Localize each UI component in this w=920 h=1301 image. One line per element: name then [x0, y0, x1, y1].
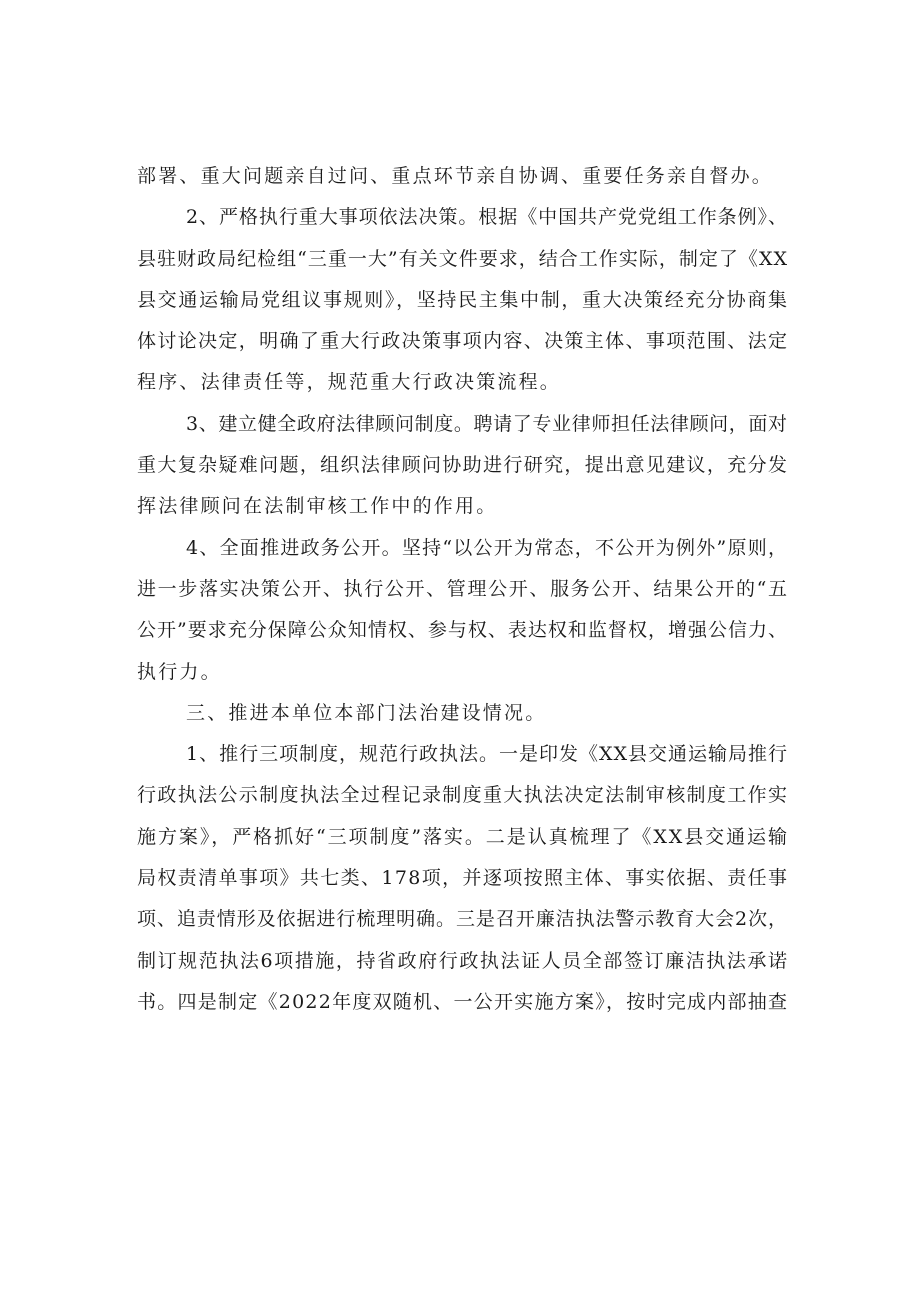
- text-line-16: 行政执法公示制度执法全过程记录制度重大执法决定法制审核制度工作实: [137, 784, 789, 807]
- text-line-3: 县驻财政局纪检组“三重一大”有关文件要求，结合工作实际，制定了《XX: [137, 247, 789, 270]
- text-line-15: 1、推行三项制度，规范行政执法。一是印发《XX县交通运输局推行: [186, 743, 788, 766]
- text-line-20: 制订规范执法6项措施，持省政府行政执法证人员全部签订廉洁执法承诺: [137, 949, 789, 972]
- text-line-6: 程序、法律责任等，规范重大行政决策流程。: [137, 371, 562, 394]
- text-line-13: 执行力。: [137, 660, 222, 683]
- text-line-21: 书。四是制定《2022年度双随机、一公开实施方案》，按时完成内部抽查: [137, 990, 789, 1013]
- document-body: [137, 156, 787, 1023]
- section-heading: 三、推进本单位本部门法治建设情况。: [186, 701, 547, 724]
- text-line-2: 2、严格执行重大事项依法决策。根据《中国共产党党组工作条例》、: [186, 206, 788, 229]
- text-line-4: 县交通运输局党组议事规则》，坚持民主集中制，重大决策经充分协商集: [137, 288, 789, 311]
- text-line-17: 施方案》，严格抓好“三项制度”落实。二是认真梳理了《XX县交通运输: [137, 825, 789, 848]
- text-line-5: 体讨论决定，明确了重大行政决策事项内容、决策主体、事项范围、法定: [137, 330, 789, 353]
- text-line-1: 部署、重大问题亲自过问、重点环节亲自协调、重要任务亲自督办。: [137, 165, 774, 187]
- text-line-19: 项、追责情形及依据进行梳理明确。三是召开廉洁执法警示教育大会2次，: [137, 908, 788, 931]
- text-line-18: 局权责清单事项》共七类、178项，并逐项按照主体、事实依据、责任事: [137, 867, 789, 890]
- text-line-12: 公开”要求充分保障公众知情权、参与权、表达权和监督权，增强公信力、: [137, 619, 789, 642]
- text-line-11: 进一步落实决策公开、执行公开、管理公开、服务公开、结果公开的“五: [137, 577, 789, 600]
- text-line-10: 4、全面推进政务公开。坚持“以公开为常态，不公开为例外”原则，: [186, 536, 789, 559]
- text-line-9: 挥法律顾问在法制审核工作中的作用。: [137, 495, 498, 518]
- text-line-7: 3、建立健全政府法律顾问制度。聘请了专业律师担任法律顾问，面对: [186, 412, 788, 435]
- text-line-8: 重大复杂疑难问题，组织法律顾问协助进行研究，提出意见建议，充分发: [137, 454, 789, 477]
